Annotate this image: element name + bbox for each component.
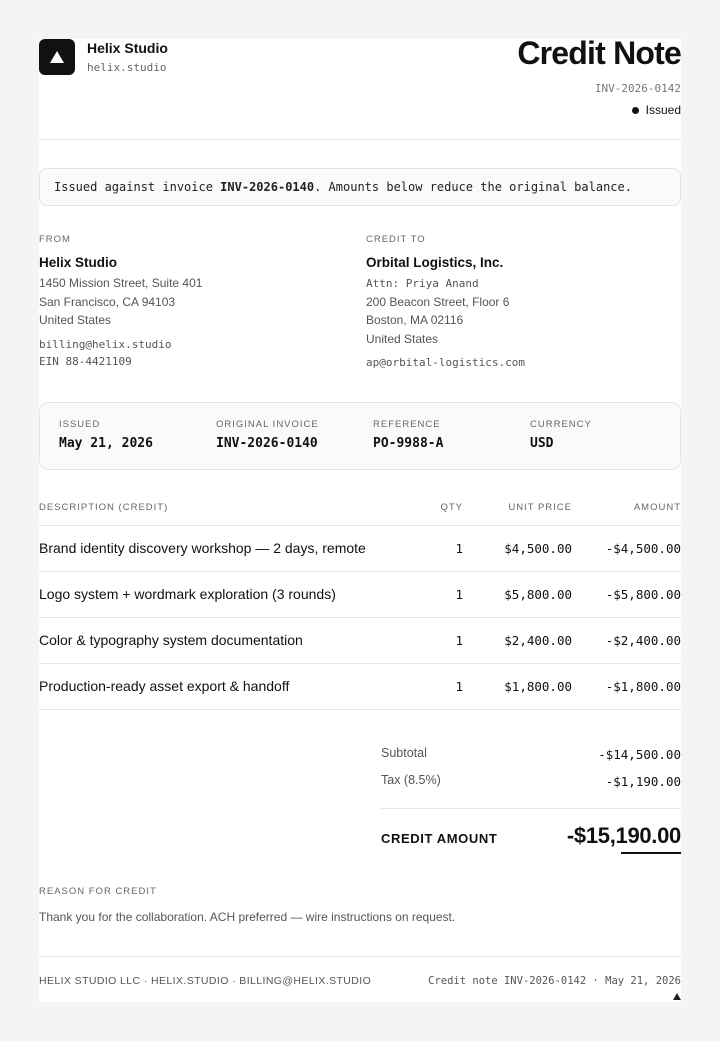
credit-to-block: [366, 234, 681, 372]
footer-right: Credit note INV-2026-0142 · May 21, 2026: [428, 975, 681, 987]
row-description: Logo system + wordmark exploration (3 rounds): [39, 586, 336, 602]
caret-up-icon: [673, 993, 681, 1000]
row-amount: -$5,800.00: [605, 587, 681, 602]
credit-to-address-line: United States: [366, 331, 439, 346]
meta-currency: [530, 419, 592, 451]
meta-reference: [373, 419, 443, 451]
credit-to-address-line: Boston, MA 02116: [366, 313, 464, 327]
subtotal-label: Subtotal: [381, 746, 427, 760]
table-row-divider: [39, 617, 681, 618]
footer-divider: [39, 956, 681, 957]
reason-text: Thank you for the collaboration. ACH preferred — wire instructions on request.: [39, 910, 456, 924]
from-address-line: San Francisco, CA 94103: [39, 294, 176, 309]
brand-logo: [39, 39, 75, 75]
subtotal-value: -$14,500.00: [598, 747, 681, 762]
credit-amount-label: CREDIT AMOUNT: [381, 831, 498, 846]
from-name: Helix Studio: [39, 255, 118, 270]
credit-to-name: Orbital Logistics, Inc.: [366, 255, 504, 270]
table-row-divider: [39, 663, 681, 664]
from-email: billing@helix.studio: [39, 337, 172, 351]
meta-value: PO-9988-A: [373, 436, 444, 451]
credit-note-page: [39, 35, 681, 1002]
from-ein: EIN 88-4421109: [39, 355, 132, 368]
credit-to-email: ap@orbital-logistics.com: [366, 356, 525, 369]
brand-url: helix.studio: [87, 61, 167, 74]
credit-to-label: CREDIT TO: [366, 234, 426, 245]
row-unit-price: $4,500.00: [504, 541, 572, 556]
table-row-divider: [39, 709, 681, 710]
row-description: Color & typography system documentation: [39, 632, 303, 648]
document-number: INV-2026-0142: [594, 82, 681, 95]
row-unit-price: $2,400.00: [504, 633, 572, 648]
tax-value: -$1,190.00: [605, 774, 681, 789]
credit-to-address-line: 200 Beacon Street, Floor 6: [366, 294, 510, 309]
row-description: Production-ready asset export & handoff: [39, 678, 290, 694]
row-qty: 1: [455, 587, 463, 602]
invoice-notice: [39, 168, 681, 206]
credit-to-attn: Attn: Priya Anand: [366, 277, 479, 290]
th-amount: AMOUNT: [633, 502, 681, 513]
credit-amount-underline: [621, 852, 681, 854]
status-dot-icon: [632, 107, 639, 114]
from-address: [39, 274, 339, 330]
status-text: Issued: [645, 103, 681, 117]
from-address-line: 1450 Mission Street, Suite 401: [39, 276, 203, 290]
notice-invoice: INV-2026-0140: [220, 180, 315, 194]
tax-label: Tax (8.5%): [381, 773, 441, 787]
footer-left: HELIX STUDIO LLC · HELIX.STUDIO · BILLING@HELIX.STUDIO: [39, 975, 372, 987]
meta-original-invoice: [216, 419, 319, 451]
meta-label: ISSUED: [59, 419, 101, 430]
row-amount: -$1,800.00: [605, 679, 681, 694]
from-address-line: United States: [39, 313, 112, 327]
header-divider: [39, 139, 681, 140]
meta-label: ORIGINAL INVOICE: [216, 419, 319, 430]
row-description: Brand identity discovery workshop — 2 days, remote: [39, 540, 366, 556]
table-row-divider: [39, 571, 681, 572]
notice-suffix: . Amounts below reduce the original balance.: [314, 180, 632, 194]
totals-divider: [381, 808, 681, 809]
meta-issued: [59, 419, 153, 451]
meta-value: May 21, 2026: [59, 436, 153, 451]
credit-amount-value: -$15,190.00: [566, 823, 681, 848]
brand-name: Helix Studio: [87, 40, 168, 56]
row-unit-price: $1,800.00: [504, 679, 572, 694]
status-badge: [632, 103, 681, 117]
table-divider: [39, 525, 681, 526]
meta-value: USD: [530, 436, 554, 451]
th-qty: QTY: [440, 502, 463, 513]
from-block: [39, 234, 339, 371]
notice-prefix: Issued against invoice: [54, 180, 221, 194]
row-qty: 1: [455, 541, 463, 556]
meta-label: REFERENCE: [373, 419, 441, 430]
reason-label: REASON FOR CREDIT: [39, 886, 157, 897]
row-qty: 1: [455, 679, 463, 694]
document-title: Credit Note: [517, 35, 681, 71]
from-label: FROM: [39, 234, 71, 245]
th-unit-price: UNIT PRICE: [508, 502, 572, 513]
meta-value: INV-2026-0140: [216, 436, 318, 451]
triangle-icon: [50, 51, 64, 63]
row-amount: -$4,500.00: [605, 541, 681, 556]
row-qty: 1: [455, 633, 463, 648]
th-description: DESCRIPTION (CREDIT): [39, 502, 169, 513]
row-amount: -$2,400.00: [605, 633, 681, 648]
row-unit-price: $5,800.00: [504, 587, 572, 602]
meta-label: CURRENCY: [530, 419, 592, 430]
credit-to-address: [366, 293, 681, 349]
meta-box: [39, 402, 681, 470]
